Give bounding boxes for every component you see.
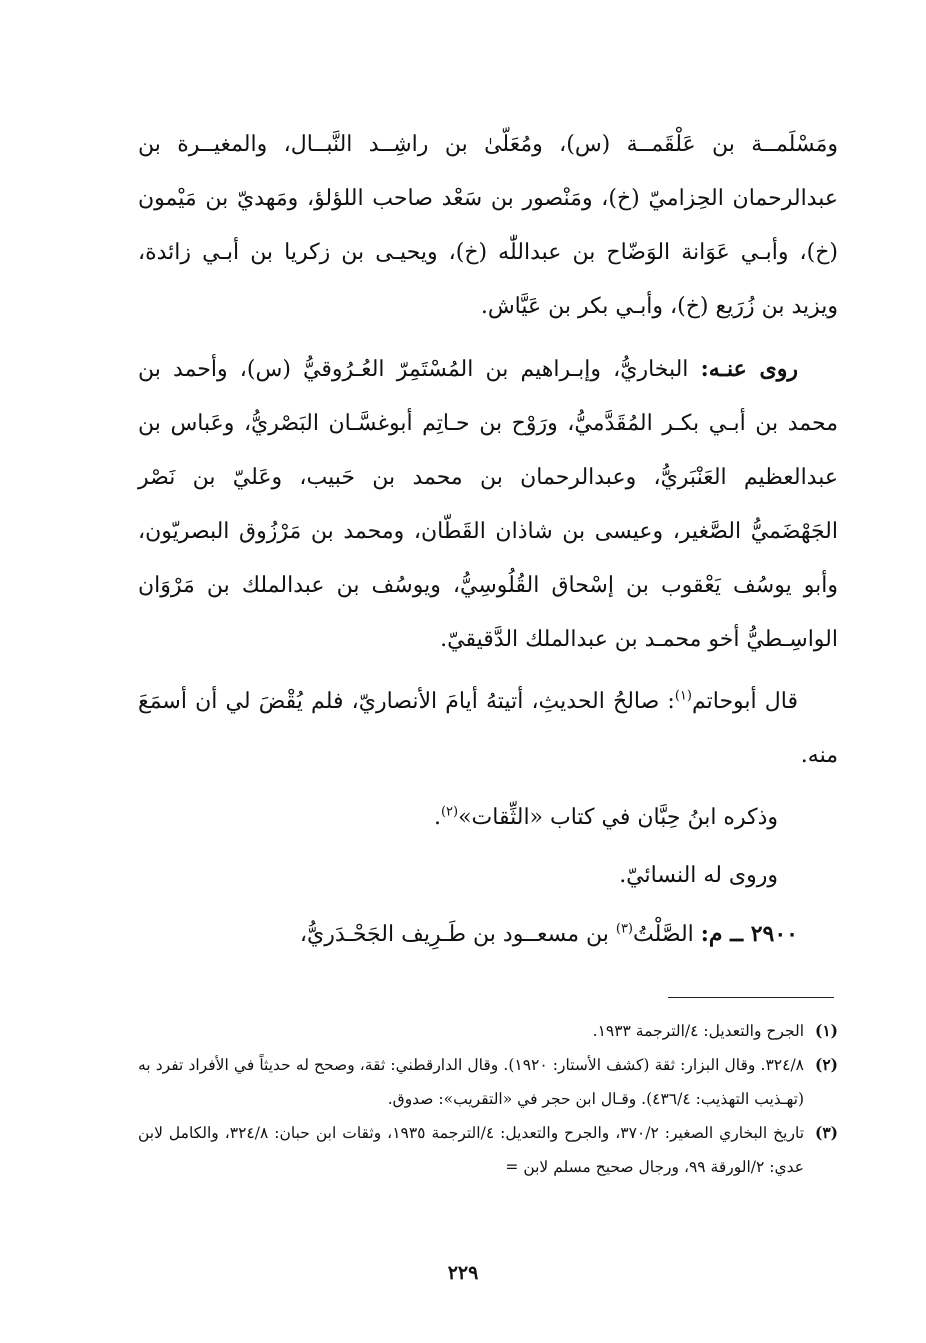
footnote-number: (٣): [814, 1123, 838, 1142]
transmitters-text: البخاريُّ، وإبـراهيم بن المُسْتَمِرّ العُـرُوقيُّ (س)، وأحمد بن محمد بن أبـي بكـر المُقَدَّميُّ، ورَوْح بن حـاتِم أبوغسَّـان البَصْريُّ، وعَباس بن عبدالعظيم العَنْبَريُّ، وعبدالرحمان بن محمد بن حَبيب، وعَليّ بن نَصْر الجَهْضَميُّ الصَّغير، وعيسى بن شاذان القَطّان، ومحمد بن مَرْزُوق البصريّون، وأبو يوسُف يَعْقوب بن إسْحاق القُلُوسِيُّ، ويوسُف بن عبدالملك بن مَرْوَان الواسِـطيُّ أخو محمـد بن عبدالملك الدَّقيقيّ.: [138, 357, 838, 652]
paragraph-ibn-hibban: [138, 791, 838, 845]
section-lead-rawa-anhu: روى عنـه:: [700, 356, 798, 382]
page-number: ٢٢٩: [447, 1262, 479, 1284]
paragraph-narrators-list: ومَسْلَمــة بن عَلْقَمــة (س)، ومُعَلّىٰ بن راشِــد النَّبــال، والمغيــرة بن عبدالرحمان الحِزاميّ (خ)، ومَنْصور بن سَعْد صاحب اللؤلؤ، ومَهديّ بن مَيْمون (خ)، وأبـي عَوَانة الوَضّاح بن عبداللّٰه (خ)، ويحيـى بن زكريا بن أبـي زائدة، ويزيد بن زُرَيع (خ)، وأبـي بكر بن عَيَّاش.: [138, 132, 838, 319]
ibn-hibban-end: .: [433, 805, 441, 830]
footnote-text: تاريخ البخاري الصغير: ٣٧٠/٢، والجرح والتعديل: ٤/الترجمة ١٩٣٥، وثقات ابن حبان: ٣٢٤/٨، والكامل لابن عدي: ٢/الورقة ٩٩، ورجال صحيح مسلم لابن =: [138, 1124, 805, 1176]
entry-name-rest: بن مسعــود بن طَـرِيف الجَحْـدَريُّ،: [299, 922, 616, 947]
main-text: [138, 118, 838, 970]
footnotes: [138, 1014, 838, 1184]
entry-name: الصَّلْتُ: [633, 922, 701, 947]
ibn-hibban-text: وذكره ابنُ حِبَّان في كتاب «الثِّقات»: [458, 805, 778, 830]
entry-number: ٢٩٠٠ ــ م:: [700, 921, 798, 947]
footnote-2: [138, 1048, 838, 1116]
paragraph-nasai: وروى له النسائيّ.: [619, 863, 778, 888]
footnote-number: (٢): [814, 1055, 838, 1074]
abu-hatim-text: قال أبوحاتم: [691, 689, 799, 714]
paragraph-transmitters: [138, 342, 838, 667]
entry-heading-2900: [138, 907, 838, 962]
footnote-ref-2: (٢): [440, 804, 459, 820]
abu-hatim-quote: : صالحُ الحديثِ، أتيتهُ أيامَ الأنصاريّ، فلم يُقْضَ لي أن أسمَعَ منه.: [138, 689, 838, 768]
footnote-3: [138, 1116, 838, 1184]
paragraph-abu-hatim: [138, 675, 838, 783]
footnote-text: الجرح والتعديل: ٤/الترجمة ١٩٣٣.: [592, 1022, 804, 1040]
footnote-1: [138, 1014, 838, 1048]
footnote-text: ٣٢٤/٨. وقال البزار: ثقة (كشف الأستار: ١٩٢٠). وقال الدارقطني: ثقة، وصحح له حديثاً في الأفراد تفرد به (تهـذيب التهذيب: ٤٣٦/٤). وقـال ابن حجر في «التقريب»: صدوق.: [138, 1056, 804, 1108]
footnote-ref-3: (٣): [615, 921, 633, 937]
footnote-separator: [668, 997, 834, 998]
footnote-number: (١): [814, 1021, 838, 1040]
footnote-ref-1: (١): [674, 688, 692, 704]
